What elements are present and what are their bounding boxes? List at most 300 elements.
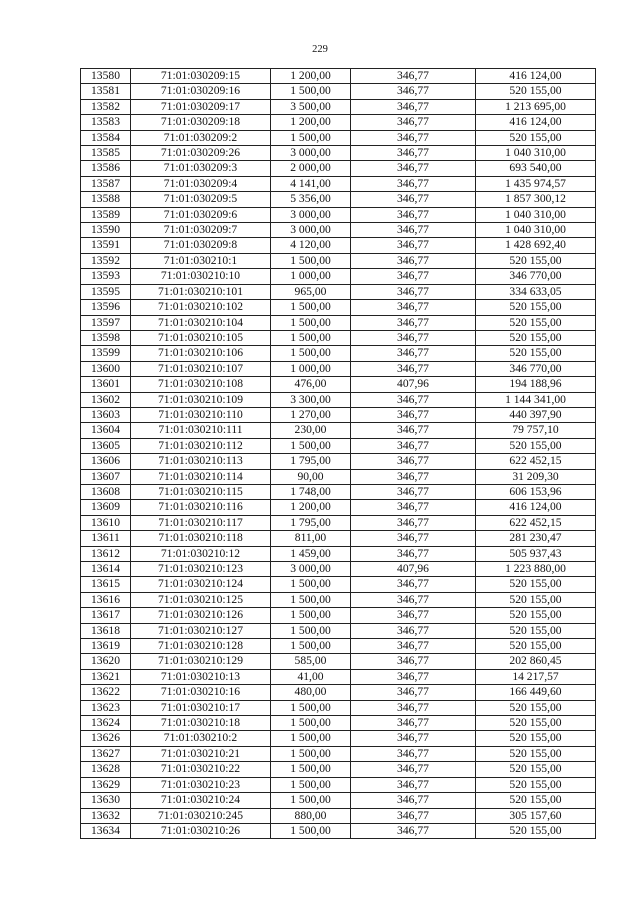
cadastral-value-cell: 1 428 692,40 [476,238,596,253]
table-row [81,639,596,654]
cadastral-value-cell: 416 124,00 [476,69,596,84]
row-number-cell: 13632 [81,808,131,823]
table-row [81,115,596,130]
table-row [81,330,596,345]
cadastral-number-cell: 71:01:030210:128 [131,639,271,654]
cadastral-number-cell: 71:01:030210:105 [131,330,271,345]
area-cell: 1 500,00 [271,777,351,792]
cadastral-number-cell: 71:01:030209:4 [131,176,271,191]
table-row [81,515,596,530]
specific-value-cell: 346,77 [351,238,476,253]
table-row [81,500,596,515]
cadastral-number-cell: 71:01:030209:8 [131,238,271,253]
cadastral-value-cell: 622 452,15 [476,515,596,530]
cadastral-number-cell: 71:01:030210:16 [131,685,271,700]
row-number-cell: 13585 [81,146,131,161]
specific-value-cell: 346,77 [351,176,476,191]
area-cell: 3 000,00 [271,562,351,577]
specific-value-cell: 346,77 [351,223,476,238]
specific-value-cell: 346,77 [351,161,476,176]
cadastral-number-cell: 71:01:030210:123 [131,562,271,577]
cadastral-value-cell: 520 155,00 [476,793,596,808]
table-row [81,284,596,299]
table-row [81,392,596,407]
cadastral-value-cell: 1 040 310,00 [476,146,596,161]
row-number-cell: 13596 [81,300,131,315]
cadastral-number-cell: 71:01:030210:21 [131,746,271,761]
cadastral-number-cell: 71:01:030210:108 [131,377,271,392]
row-number-cell: 13609 [81,500,131,515]
table-row [81,546,596,561]
specific-value-cell: 346,77 [351,484,476,499]
row-number-cell: 13598 [81,330,131,345]
specific-value-cell: 346,77 [351,577,476,592]
row-number-cell: 13614 [81,562,131,577]
row-number-cell: 13629 [81,777,131,792]
row-number-cell: 13597 [81,315,131,330]
table-row [81,454,596,469]
cadastral-value-cell: 520 155,00 [476,438,596,453]
table-row [81,253,596,268]
cadastral-value-cell: 520 155,00 [476,608,596,623]
cadastral-number-cell: 71:01:030209:17 [131,99,271,114]
table-row [81,654,596,669]
row-number-cell: 13605 [81,438,131,453]
table-row [81,300,596,315]
table-row [81,69,596,84]
cadastral-number-cell: 71:01:030210:104 [131,315,271,330]
row-number-cell: 13592 [81,253,131,268]
page-number: 229 [312,44,328,55]
specific-value-cell: 407,96 [351,377,476,392]
table-row [81,161,596,176]
cadastral-number-cell: 71:01:030210:117 [131,515,271,530]
area-cell: 1 500,00 [271,762,351,777]
specific-value-cell: 346,77 [351,623,476,638]
table-row [81,192,596,207]
table-row [81,716,596,731]
row-number-cell: 13622 [81,685,131,700]
specific-value-cell: 346,77 [351,438,476,453]
area-cell: 1 500,00 [271,592,351,607]
specific-value-cell: 346,77 [351,700,476,715]
cadastral-number-cell: 71:01:030210:112 [131,438,271,453]
cadastral-number-cell: 71:01:030210:106 [131,346,271,361]
cadastral-value-cell: 1 144 341,00 [476,392,596,407]
cadastral-value-cell: 79 757,10 [476,423,596,438]
specific-value-cell: 346,77 [351,746,476,761]
specific-value-cell: 346,77 [351,515,476,530]
cadastral-value-cell: 520 155,00 [476,700,596,715]
table-row [81,608,596,623]
table-row [81,469,596,484]
row-number-cell: 13607 [81,469,131,484]
specific-value-cell: 346,77 [351,669,476,684]
cadastral-value-cell: 166 449,60 [476,685,596,700]
area-cell: 1 500,00 [271,253,351,268]
table-row [81,669,596,684]
specific-value-cell: 346,77 [351,392,476,407]
row-number-cell: 13604 [81,423,131,438]
row-number-cell: 13599 [81,346,131,361]
specific-value-cell: 407,96 [351,562,476,577]
specific-value-cell: 346,77 [351,146,476,161]
cadastral-value-cell: 520 155,00 [476,716,596,731]
specific-value-cell: 346,77 [351,346,476,361]
table-row [81,99,596,114]
cadastral-number-cell: 71:01:030210:107 [131,361,271,376]
cadastral-number-cell: 71:01:030209:7 [131,223,271,238]
specific-value-cell: 346,77 [351,546,476,561]
row-number-cell: 13602 [81,392,131,407]
cadastral-value-cell: 440 397,90 [476,407,596,422]
row-number-cell: 13627 [81,746,131,761]
table-row [81,361,596,376]
row-number-cell: 13591 [81,238,131,253]
cadastral-number-cell: 71:01:030209:5 [131,192,271,207]
specific-value-cell: 346,77 [351,716,476,731]
area-cell: 1 500,00 [271,639,351,654]
specific-value-cell: 346,77 [351,592,476,607]
table-row [81,808,596,823]
cadastral-value-cell: 520 155,00 [476,592,596,607]
table-row [81,823,596,838]
table-row [81,176,596,191]
specific-value-cell: 346,77 [351,500,476,515]
row-number-cell: 13593 [81,269,131,284]
area-cell: 1 500,00 [271,823,351,838]
area-cell: 4 141,00 [271,176,351,191]
table-row [81,269,596,284]
area-cell: 1 200,00 [271,115,351,130]
specific-value-cell: 346,77 [351,531,476,546]
specific-value-cell: 346,77 [351,639,476,654]
cadastral-number-cell: 71:01:030210:115 [131,484,271,499]
area-cell: 1 500,00 [271,623,351,638]
area-cell: 1 500,00 [271,346,351,361]
area-cell: 1 500,00 [271,746,351,761]
cadastral-value-cell: 622 452,15 [476,454,596,469]
cadastral-number-cell: 71:01:030210:2 [131,731,271,746]
cadastral-value-cell: 31 209,30 [476,469,596,484]
specific-value-cell: 346,77 [351,284,476,299]
area-cell: 1 500,00 [271,84,351,99]
cadastral-number-cell: 71:01:030210:12 [131,546,271,561]
cadastral-value-cell: 520 155,00 [476,300,596,315]
cadastral-value-cell: 520 155,00 [476,746,596,761]
cadastral-number-cell: 71:01:030209:2 [131,130,271,145]
table-row [81,423,596,438]
cadastral-value-cell: 416 124,00 [476,115,596,130]
area-cell: 1 500,00 [271,130,351,145]
table-row [81,562,596,577]
table-row [81,207,596,222]
cadastral-number-cell: 71:01:030210:113 [131,454,271,469]
cadastral-number-cell: 71:01:030210:125 [131,592,271,607]
row-number-cell: 13580 [81,69,131,84]
row-number-cell: 13601 [81,377,131,392]
cadastral-number-cell: 71:01:030210:129 [131,654,271,669]
row-number-cell: 13616 [81,592,131,607]
table-row [81,223,596,238]
row-number-cell: 13587 [81,176,131,191]
row-number-cell: 13628 [81,762,131,777]
area-cell: 585,00 [271,654,351,669]
specific-value-cell: 346,77 [351,762,476,777]
row-number-cell: 13590 [81,223,131,238]
table-row [81,407,596,422]
cadastral-value-cell: 520 155,00 [476,762,596,777]
row-number-cell: 13624 [81,716,131,731]
cadastral-number-cell: 71:01:030210:22 [131,762,271,777]
row-number-cell: 13583 [81,115,131,130]
specific-value-cell: 346,77 [351,793,476,808]
specific-value-cell: 346,77 [351,685,476,700]
area-cell: 3 000,00 [271,207,351,222]
cadastral-number-cell: 71:01:030209:16 [131,84,271,99]
cadastral-value-cell: 520 155,00 [476,623,596,638]
table-row [81,346,596,361]
row-number-cell: 13623 [81,700,131,715]
area-cell: 1 200,00 [271,500,351,515]
area-cell: 1 500,00 [271,300,351,315]
area-cell: 1 500,00 [271,731,351,746]
cadastral-number-cell: 71:01:030209:26 [131,146,271,161]
row-number-cell: 13581 [81,84,131,99]
area-cell: 41,00 [271,669,351,684]
row-number-cell: 13603 [81,407,131,422]
cadastral-number-cell: 71:01:030210:1 [131,253,271,268]
cadastral-value-cell: 346 770,00 [476,269,596,284]
row-number-cell: 13606 [81,454,131,469]
area-cell: 3 000,00 [271,223,351,238]
cadastral-value-cell: 520 155,00 [476,346,596,361]
cadastral-number-cell: 71:01:030210:26 [131,823,271,838]
cadastral-value-cell: 416 124,00 [476,500,596,515]
area-cell: 1 500,00 [271,438,351,453]
cadastral-number-cell: 71:01:030210:23 [131,777,271,792]
cadastral-number-cell: 71:01:030209:18 [131,115,271,130]
specific-value-cell: 346,77 [351,300,476,315]
table-row [81,130,596,145]
row-number-cell: 13610 [81,515,131,530]
row-number-cell: 13630 [81,793,131,808]
area-cell: 1 500,00 [271,577,351,592]
table-row [81,146,596,161]
row-number-cell: 13619 [81,639,131,654]
table-row [81,438,596,453]
specific-value-cell: 346,77 [351,269,476,284]
cadastral-value-cell: 1 223 880,00 [476,562,596,577]
cadastral-number-cell: 71:01:030210:10 [131,269,271,284]
cadastral-value-cell: 520 155,00 [476,777,596,792]
specific-value-cell: 346,77 [351,253,476,268]
cadastral-number-cell: 71:01:030210:245 [131,808,271,823]
specific-value-cell: 346,77 [351,115,476,130]
area-cell: 90,00 [271,469,351,484]
table-row [81,592,596,607]
row-number-cell: 13626 [81,731,131,746]
table-row [81,746,596,761]
cadastral-value-cell: 606 153,96 [476,484,596,499]
specific-value-cell: 346,77 [351,808,476,823]
area-cell: 1 500,00 [271,793,351,808]
cadastral-number-cell: 71:01:030209:3 [131,161,271,176]
area-cell: 1 000,00 [271,269,351,284]
cadastral-number-cell: 71:01:030209:6 [131,207,271,222]
table-row [81,84,596,99]
cadastral-value-cell: 1 435 974,57 [476,176,596,191]
specific-value-cell: 346,77 [351,330,476,345]
row-number-cell: 13620 [81,654,131,669]
table-row [81,531,596,546]
row-number-cell: 13618 [81,623,131,638]
cadastral-value-cell: 281 230,47 [476,531,596,546]
cadastral-value-cell: 346 770,00 [476,361,596,376]
cadastral-value-cell: 505 937,43 [476,546,596,561]
cadastral-value-cell: 520 155,00 [476,731,596,746]
cadastral-number-cell: 71:01:030209:15 [131,69,271,84]
specific-value-cell: 346,77 [351,207,476,222]
area-cell: 1 500,00 [271,700,351,715]
specific-value-cell: 346,77 [351,423,476,438]
row-number-cell: 13617 [81,608,131,623]
cadastral-value-cell: 14 217,57 [476,669,596,684]
cadastral-value-cell: 1 857 300,12 [476,192,596,207]
area-cell: 965,00 [271,284,351,299]
cadastral-value-cell: 520 155,00 [476,84,596,99]
area-cell: 3 000,00 [271,146,351,161]
cadastral-number-cell: 71:01:030210:110 [131,407,271,422]
table-row [81,793,596,808]
table-row [81,762,596,777]
specific-value-cell: 346,77 [351,130,476,145]
table-row [81,777,596,792]
area-cell: 1 000,00 [271,361,351,376]
cadastral-number-cell: 71:01:030210:13 [131,669,271,684]
cadastral-number-cell: 71:01:030210:126 [131,608,271,623]
cadastral-number-cell: 71:01:030210:18 [131,716,271,731]
cadastral-value-cell: 520 155,00 [476,130,596,145]
specific-value-cell: 346,77 [351,469,476,484]
row-number-cell: 13615 [81,577,131,592]
specific-value-cell: 346,77 [351,361,476,376]
cadastral-number-cell: 71:01:030210:127 [131,623,271,638]
area-cell: 1 459,00 [271,546,351,561]
row-number-cell: 13584 [81,130,131,145]
cadastral-value-cell: 305 157,60 [476,808,596,823]
cadastral-value-cell: 202 860,45 [476,654,596,669]
row-number-cell: 13589 [81,207,131,222]
cadastral-value-cell: 1 213 695,00 [476,99,596,114]
area-cell: 1 500,00 [271,330,351,345]
table-row [81,484,596,499]
area-cell: 5 356,00 [271,192,351,207]
row-number-cell: 13634 [81,823,131,838]
area-cell: 3 300,00 [271,392,351,407]
area-cell: 880,00 [271,808,351,823]
area-cell: 1 500,00 [271,608,351,623]
table-row [81,315,596,330]
cadastral-value-cell: 520 155,00 [476,315,596,330]
row-number-cell: 13588 [81,192,131,207]
area-cell: 480,00 [271,685,351,700]
specific-value-cell: 346,77 [351,99,476,114]
area-cell: 476,00 [271,377,351,392]
area-cell: 1 500,00 [271,716,351,731]
area-cell: 1 748,00 [271,484,351,499]
cadastral-number-cell: 71:01:030210:118 [131,531,271,546]
specific-value-cell: 346,77 [351,777,476,792]
cadastral-number-cell: 71:01:030210:17 [131,700,271,715]
cadastral-value-cell: 520 155,00 [476,639,596,654]
cadastral-number-cell: 71:01:030210:101 [131,284,271,299]
cadastral-value-cell: 1 040 310,00 [476,223,596,238]
row-number-cell: 13608 [81,484,131,499]
area-cell: 1 270,00 [271,407,351,422]
area-cell: 4 120,00 [271,238,351,253]
cadastral-number-cell: 71:01:030210:102 [131,300,271,315]
area-cell: 2 000,00 [271,161,351,176]
specific-value-cell: 346,77 [351,407,476,422]
cadastral-value-cell: 520 155,00 [476,330,596,345]
area-cell: 230,00 [271,423,351,438]
row-number-cell: 13611 [81,531,131,546]
specific-value-cell: 346,77 [351,454,476,469]
area-cell: 1 200,00 [271,69,351,84]
table-row [81,623,596,638]
area-cell: 1 500,00 [271,315,351,330]
cadastral-value-cell: 520 155,00 [476,577,596,592]
specific-value-cell: 346,77 [351,315,476,330]
cadastral-number-cell: 71:01:030210:109 [131,392,271,407]
area-cell: 1 795,00 [271,515,351,530]
row-number-cell: 13621 [81,669,131,684]
row-number-cell: 13612 [81,546,131,561]
cadastral-value-cell: 693 540,00 [476,161,596,176]
table-row [81,377,596,392]
cadastral-number-cell: 71:01:030210:124 [131,577,271,592]
area-cell: 811,00 [271,531,351,546]
cadastral-value-cell: 1 040 310,00 [476,207,596,222]
table-body [81,69,596,839]
table-row [81,685,596,700]
cadastral-number-cell: 71:01:030210:116 [131,500,271,515]
row-number-cell: 13595 [81,284,131,299]
specific-value-cell: 346,77 [351,84,476,99]
specific-value-cell: 346,77 [351,69,476,84]
table-row [81,577,596,592]
cadastral-value-cell: 194 188,96 [476,377,596,392]
specific-value-cell: 346,77 [351,731,476,746]
cadastral-value-cell: 334 633,05 [476,284,596,299]
specific-value-cell: 346,77 [351,823,476,838]
area-cell: 3 500,00 [271,99,351,114]
row-number-cell: 13582 [81,99,131,114]
cadastral-value-cell: 520 155,00 [476,253,596,268]
table-row [81,238,596,253]
cadastral-value-cell: 520 155,00 [476,823,596,838]
specific-value-cell: 346,77 [351,608,476,623]
cadastral-number-cell: 71:01:030210:111 [131,423,271,438]
table-row [81,700,596,715]
cadastral-value-table [80,68,596,839]
row-number-cell: 13600 [81,361,131,376]
specific-value-cell: 346,77 [351,654,476,669]
area-cell: 1 795,00 [271,454,351,469]
cadastral-number-cell: 71:01:030210:24 [131,793,271,808]
specific-value-cell: 346,77 [351,192,476,207]
